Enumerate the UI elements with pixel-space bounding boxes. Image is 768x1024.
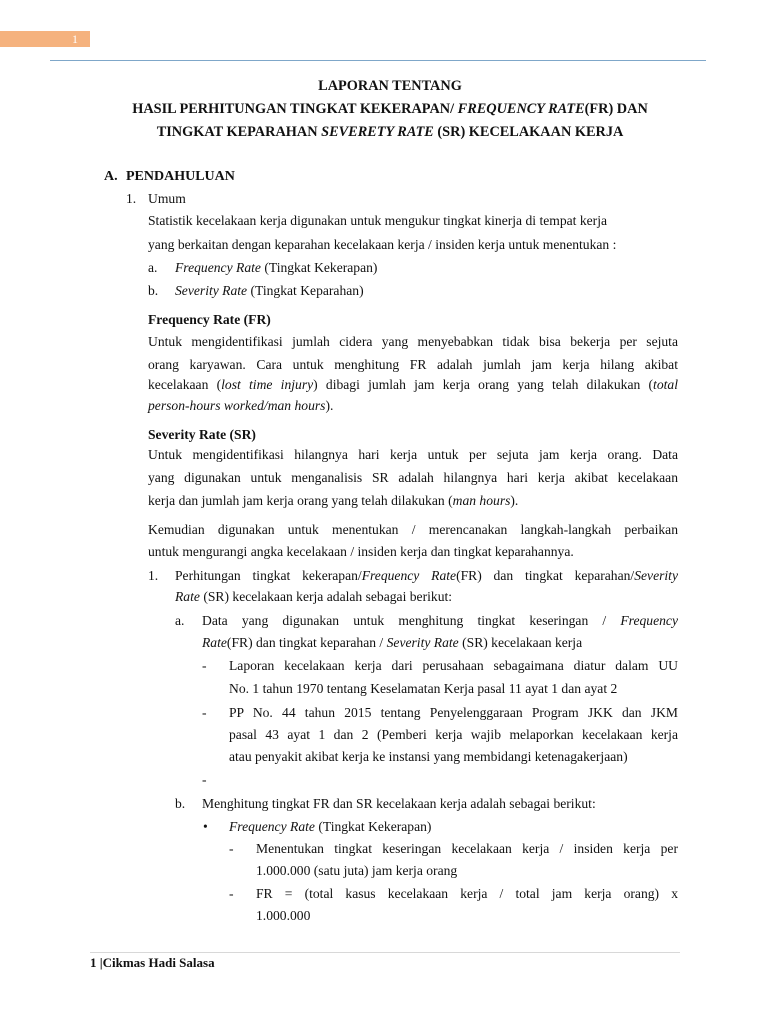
fr-line-4: person-hours worked/man hours). xyxy=(148,398,334,413)
section-a-heading: PENDAHULUAN xyxy=(126,169,235,184)
intro-line-1: Statistik kecelakaan kerja digunakan untuk mengukur tingkat kinerja di tempat kerja xyxy=(148,213,608,228)
footer-rule xyxy=(90,952,680,953)
intro-line-2: yang berkaitan dengan keparahan kecelakaan kerja / insiden kerja untuk menentukan : xyxy=(148,237,617,252)
fr-heading: Frequency Rate (FR) xyxy=(148,312,271,327)
page-number-tab xyxy=(0,31,90,47)
footer-text: 1 |Cikmas Hadi Salasa xyxy=(90,955,215,970)
bullet-marker: • xyxy=(203,819,208,834)
fr-line-2: orang karyawan. Cara untuk menghitung FR adalah jumlah jam kerja hilang akibat xyxy=(148,357,678,372)
list-b-marker: b. xyxy=(148,283,159,298)
title-line-1: LAPORAN TENTANG xyxy=(318,78,462,94)
sr-line-3: kerja dan jumlah jam kerja orang yang telah dilakukan (man hours). xyxy=(148,493,519,508)
sr-heading: Severity Rate (SR) xyxy=(148,427,256,442)
sr-line-1: Untuk mengidentifikasi hilangnya hari kerja untuk per sejuta jam kerja orang. Data xyxy=(148,447,678,462)
page-number: 1 xyxy=(72,32,78,46)
dash-2-line-1: PP No. 44 tahun 2015 tentang Penyelenggaraan Program JKK dan JKM xyxy=(229,705,678,720)
dash-1-marker: - xyxy=(202,658,207,673)
dash-2-line-3: atau penyakit akibat kerja ke instansi yang membidangi ketenagakerjaan) xyxy=(229,749,628,764)
calc-b-marker: b. xyxy=(175,796,186,811)
follow-line-2: untuk mengurangi angka kecelakaan / insiden kerja dan tingkat keparahannya. xyxy=(148,544,574,559)
list-a-text: Frequency Rate (Tingkat Kekerapan) xyxy=(175,260,378,275)
calc-a-line-2: Rate(FR) dan tingkat keparahan / Severity Rate (SR) kecelakaan kerja xyxy=(202,635,583,650)
sub-2-line-2: 1.000.000 xyxy=(256,908,311,923)
sub-1-line-2: 1.000.000 (satu juta) jam kerja orang xyxy=(256,863,458,878)
sub-2-line-1: FR = (total kasus kecelakaan kerja / total jam kerja orang) x xyxy=(256,886,678,901)
calc-marker: 1. xyxy=(148,568,159,583)
fr-line-1: Untuk mengidentifikasi jumlah cidera yang menyebabkan tidak bisa bekerja per sejuta xyxy=(148,334,678,349)
calc-b-line-1: Menghitung tingkat FR dan SR kecelakaan kerja adalah sebagai berikut: xyxy=(202,796,596,811)
item-1-marker: 1. xyxy=(126,191,137,206)
calc-line-2: Rate (SR) kecelakaan kerja adalah sebagai berikut: xyxy=(175,589,453,604)
dash-3-marker: - xyxy=(202,772,207,787)
fr-line-3: kecelakaan (lost time injury) dibagi jumlah jam kerja orang yang telah dilakukan (total xyxy=(148,377,678,392)
item-1-label: Umum xyxy=(148,191,186,206)
follow-line-1: Kemudian digunakan untuk menentukan / merencanakan langkah-langkah perbaikan xyxy=(148,522,678,537)
section-a-marker: A. xyxy=(104,169,118,184)
dash-1-line-1: Laporan kecelakaan kerja dari perusahaan sebagaimana diatur dalam UU xyxy=(229,658,678,673)
title-line-2: HASIL PERHITUNGAN TINGKAT KEKERAPAN/ FREQUENCY RATE(FR) DAN xyxy=(132,101,648,117)
dash-2-line-2: pasal 43 ayat 1 dan 2 (Pemberi kerja wajib melaporkan kecelakaan kerja xyxy=(229,727,678,742)
sub-1-marker: - xyxy=(229,841,234,856)
sr-line-2: yang digunakan untuk menganalisis SR adalah hilangnya hari kerja akibat kecelakaan xyxy=(148,470,678,485)
list-b-text: Severity Rate (Tingkat Keparahan) xyxy=(175,283,364,298)
header-rule xyxy=(50,60,706,61)
title-line-3: TINGKAT KEPARAHAN SEVERETY RATE (SR) KECELAKAAN KERJA xyxy=(156,124,624,140)
dash-2-marker: - xyxy=(202,705,207,720)
sub-2-marker: - xyxy=(229,886,234,901)
calc-a-line-1: Data yang digunakan untuk menghitung tingkat keseringan / Frequency xyxy=(202,613,678,628)
calc-a-marker: a. xyxy=(175,613,185,628)
calc-line-1: Perhitungan tingkat kekerapan/Frequency Rate(FR) dan tingkat keparahan/Severity xyxy=(175,568,678,583)
sub-1-line-1: Menentukan tingkat keseringan kecelakaan kerja / insiden kerja per xyxy=(256,841,678,856)
dash-1-line-2: No. 1 tahun 1970 tentang Keselamatan Kerja pasal 11 ayat 1 dan ayat 2 xyxy=(229,681,618,696)
list-a-marker: a. xyxy=(148,260,158,275)
bullet-text: Frequency Rate (Tingkat Kekerapan) xyxy=(229,819,432,834)
